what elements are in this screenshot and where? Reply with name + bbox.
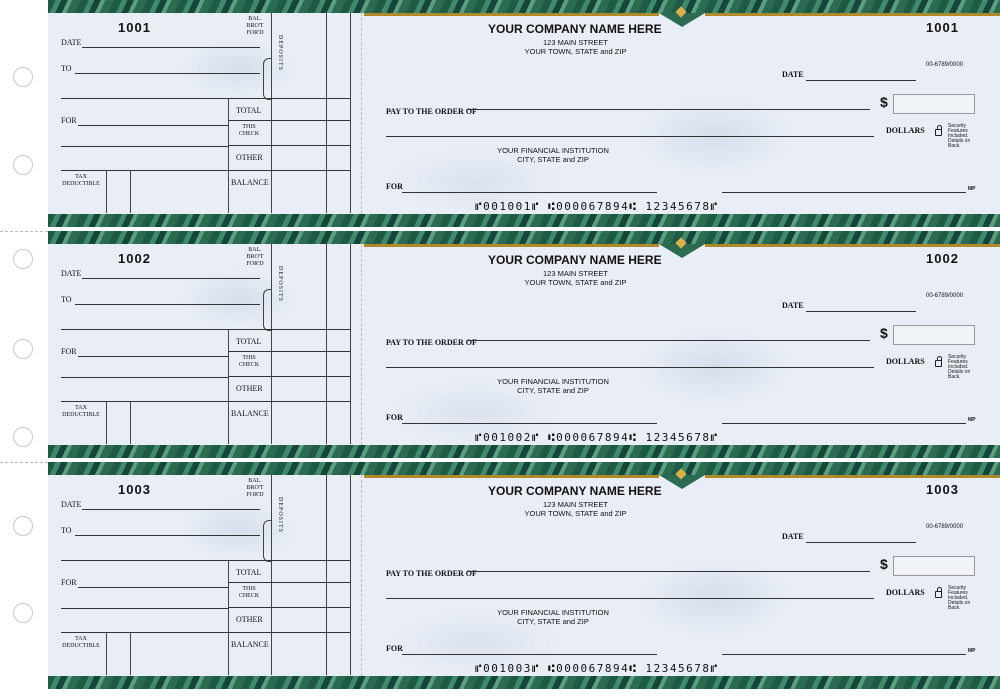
amount-words-line [386, 598, 874, 599]
stub-to-label: TO [61, 64, 72, 73]
stub-for-label: FOR [61, 578, 77, 587]
stub-divider [228, 376, 350, 377]
mp-label: MP [968, 648, 976, 654]
stub-bal-brot-ford-label: BAL. BRO'T FOR'D [246, 247, 264, 267]
check-sheet [48, 231, 1000, 458]
stub-box-line [106, 170, 107, 213]
binder-hole [13, 603, 33, 623]
pay-to-label: PAY TO THE ORDER OF [386, 107, 477, 116]
stub-column-line [326, 244, 327, 444]
gold-rule-left [364, 13, 659, 16]
stub-box-line [130, 401, 131, 444]
company-street: 123 MAIN STREET [542, 500, 609, 509]
security-lock-icon [935, 129, 942, 136]
stub-tax-deductible-label: TAX DEDUCTIBLE [62, 174, 100, 187]
stub-for-line [78, 125, 228, 126]
stub-this-check-label: THIS CHECK [238, 355, 260, 368]
stub-for-label: FOR [61, 116, 77, 125]
stub-total-label: TOTAL [236, 106, 262, 115]
stub-other-label: OTHER [236, 384, 263, 393]
stub-check-number: 1002 [118, 251, 151, 266]
deposits-bracket [263, 58, 272, 100]
micr-line: ⑈001001⑈ ⑆000067894⑆ 12345678⑈ [475, 200, 719, 213]
stub-divider [228, 120, 350, 121]
check-date-line [806, 311, 916, 312]
marble-band-top [48, 0, 1000, 13]
check-date-label: DATE [782, 532, 804, 541]
gold-rule-left [364, 244, 659, 247]
marble-band-bottom [48, 676, 1000, 689]
company-street: 123 MAIN STREET [542, 38, 609, 47]
check-date-line [806, 80, 916, 81]
stub-divider [228, 98, 350, 99]
memo-label: FOR [386, 413, 403, 422]
company-name: YOUR COMPANY NAME HERE [488, 253, 662, 267]
stub-column-line [271, 475, 272, 675]
gold-rule-right [705, 475, 1000, 478]
stub-column-line [350, 475, 351, 675]
security-lock-icon [935, 591, 942, 598]
stub-date-label: DATE [61, 269, 82, 278]
dollar-sign: $ [880, 556, 888, 572]
stub-divider [228, 145, 350, 146]
stub-to-line [75, 304, 260, 305]
memo-line [402, 192, 657, 193]
pay-to-label: PAY TO THE ORDER OF [386, 338, 477, 347]
stub-deposits-label: DEPOSITS [277, 497, 283, 534]
stub-check-number: 1003 [118, 482, 151, 497]
stub-column-line [326, 475, 327, 675]
memo-line [402, 423, 657, 424]
micr-line: ⑈001002⑈ ⑆000067894⑆ 12345678⑈ [475, 431, 719, 444]
stub-box-line [130, 170, 131, 213]
memo-label: FOR [386, 644, 403, 653]
stub-balance-label: BALANCE [231, 409, 269, 418]
dollar-sign: $ [880, 94, 888, 110]
stub-column-line [350, 13, 351, 213]
institution-name: YOUR FINANCIAL INSTITUTION [497, 146, 609, 155]
stub-column-line [326, 13, 327, 213]
binder-hole [13, 516, 33, 536]
mp-label: MP [968, 186, 976, 192]
company-town: YOUR TOWN, STATE and ZIP [524, 47, 627, 56]
security-features-note: Security Features Included. Details on Back. [948, 585, 971, 611]
stub-balance-label: BALANCE [231, 640, 269, 649]
stub-other-label: OTHER [236, 615, 263, 624]
stub-to-label: TO [61, 526, 72, 535]
institution-name: YOUR FINANCIAL INSTITUTION [497, 608, 609, 617]
stub-date-label: DATE [61, 500, 82, 509]
stub-divider [61, 170, 350, 171]
marble-band-bottom [48, 445, 1000, 458]
company-name: YOUR COMPANY NAME HERE [488, 22, 662, 36]
stub-check-separator [361, 244, 362, 445]
stub-other-label: OTHER [236, 153, 263, 162]
stub-deposits-label: DEPOSITS [277, 266, 283, 303]
check-number: 1002 [926, 251, 959, 266]
stub-this-check-label: THIS CHECK [238, 124, 260, 137]
dollars-label: DOLLARS [886, 126, 925, 135]
stub-divider [61, 632, 350, 633]
company-town: YOUR TOWN, STATE and ZIP [524, 278, 627, 287]
stub-box-line [106, 632, 107, 675]
institution-city: CITY, STATE and ZIP [517, 155, 589, 164]
pay-to-line [468, 571, 870, 572]
stub-column-line [350, 244, 351, 444]
signature-line [722, 423, 966, 424]
stub-tax-deductible-label: TAX DEDUCTIBLE [62, 405, 100, 418]
stub-for-line [78, 587, 228, 588]
signature-line [722, 654, 966, 655]
check-date-label: DATE [782, 70, 804, 79]
amount-words-line [386, 136, 874, 137]
stub-for-line-2 [61, 608, 228, 609]
stub-for-line [78, 356, 228, 357]
check-number: 1003 [926, 482, 959, 497]
stub-divider [228, 607, 350, 608]
stub-for-line-2 [61, 377, 228, 378]
stub-to-label: TO [61, 295, 72, 304]
company-street: 123 MAIN STREET [542, 269, 609, 278]
stub-check-number: 1001 [118, 20, 151, 35]
marble-band-top [48, 462, 1000, 475]
pay-to-line [468, 109, 870, 110]
amount-box[interactable] [893, 94, 975, 114]
institution-city: CITY, STATE and ZIP [517, 617, 589, 626]
check-sheet [48, 462, 1000, 689]
institution-name: YOUR FINANCIAL INSTITUTION [497, 377, 609, 386]
signature-line [722, 192, 966, 193]
stub-column-line [271, 244, 272, 444]
stub-for-line-2 [61, 146, 228, 147]
gold-rule-right [705, 13, 1000, 16]
stub-box-line [228, 560, 229, 675]
stub-date-line [82, 47, 260, 48]
binder-hole [13, 339, 33, 359]
stub-column-line [271, 13, 272, 213]
security-features-note: Security Features Included. Details on Back. [948, 123, 971, 149]
company-name: YOUR COMPANY NAME HERE [488, 484, 662, 498]
stub-divider [228, 582, 350, 583]
memo-line [402, 654, 657, 655]
binder-hole [13, 249, 33, 269]
stub-bal-brot-ford-label: BAL. BRO'T FOR'D [246, 478, 264, 498]
pay-to-label: PAY TO THE ORDER OF [386, 569, 477, 578]
stub-divider [61, 401, 350, 402]
binder-hole [13, 67, 33, 87]
stub-for-label: FOR [61, 347, 77, 356]
stub-deposits-label: DEPOSITS [277, 35, 283, 72]
stub-divider [228, 329, 350, 330]
stub-divider [228, 351, 350, 352]
stub-total-label: TOTAL [236, 337, 262, 346]
check-number: 1001 [926, 20, 959, 35]
stub-this-check-label: THIS CHECK [238, 586, 260, 599]
company-town: YOUR TOWN, STATE and ZIP [524, 509, 627, 518]
mp-label: MP [968, 417, 976, 423]
binder-hole [13, 427, 33, 447]
binder-hole [13, 155, 33, 175]
institution-city: CITY, STATE and ZIP [517, 386, 589, 395]
stub-bal-brot-ford-label: BAL. BRO'T FOR'D [246, 16, 264, 36]
routing-fraction: 00-6789/0000 [926, 524, 964, 530]
marble-band-bottom [48, 214, 1000, 227]
stub-date-label: DATE [61, 38, 82, 47]
stub-divider [228, 560, 350, 561]
marble-band-top [48, 231, 1000, 244]
routing-fraction: 00-6789/0000 [926, 62, 964, 68]
stub-date-line [82, 509, 260, 510]
stub-check-separator [361, 475, 362, 676]
dollar-sign: $ [880, 325, 888, 341]
deposits-bracket [263, 520, 272, 562]
check-date-label: DATE [782, 301, 804, 310]
stub-box-line [130, 632, 131, 675]
gold-rule-right [705, 244, 1000, 247]
stub-box-line [106, 401, 107, 444]
stub-box-line [228, 329, 229, 444]
stub-check-separator [361, 13, 362, 214]
pay-to-line [468, 340, 870, 341]
security-features-note: Security Features Included. Details on Back. [948, 354, 971, 380]
security-lock-icon [935, 360, 942, 367]
stub-to-line [75, 73, 260, 74]
gold-rule-left [364, 475, 659, 478]
check-date-line [806, 542, 916, 543]
amount-box[interactable] [893, 325, 975, 345]
dollars-label: DOLLARS [886, 357, 925, 366]
amount-box[interactable] [893, 556, 975, 576]
micr-line: ⑈001003⑈ ⑆000067894⑆ 12345678⑈ [475, 662, 719, 675]
stub-to-line [75, 535, 260, 536]
dollars-label: DOLLARS [886, 588, 925, 597]
routing-fraction: 00-6789/0000 [926, 293, 964, 299]
stub-date-line [82, 278, 260, 279]
stub-total-label: TOTAL [236, 568, 262, 577]
amount-words-line [386, 367, 874, 368]
stub-tax-deductible-label: TAX DEDUCTIBLE [62, 636, 100, 649]
memo-label: FOR [386, 182, 403, 191]
stub-balance-label: BALANCE [231, 178, 269, 187]
check-sheet [48, 0, 1000, 227]
stub-box-line [228, 98, 229, 213]
deposits-bracket [263, 289, 272, 331]
